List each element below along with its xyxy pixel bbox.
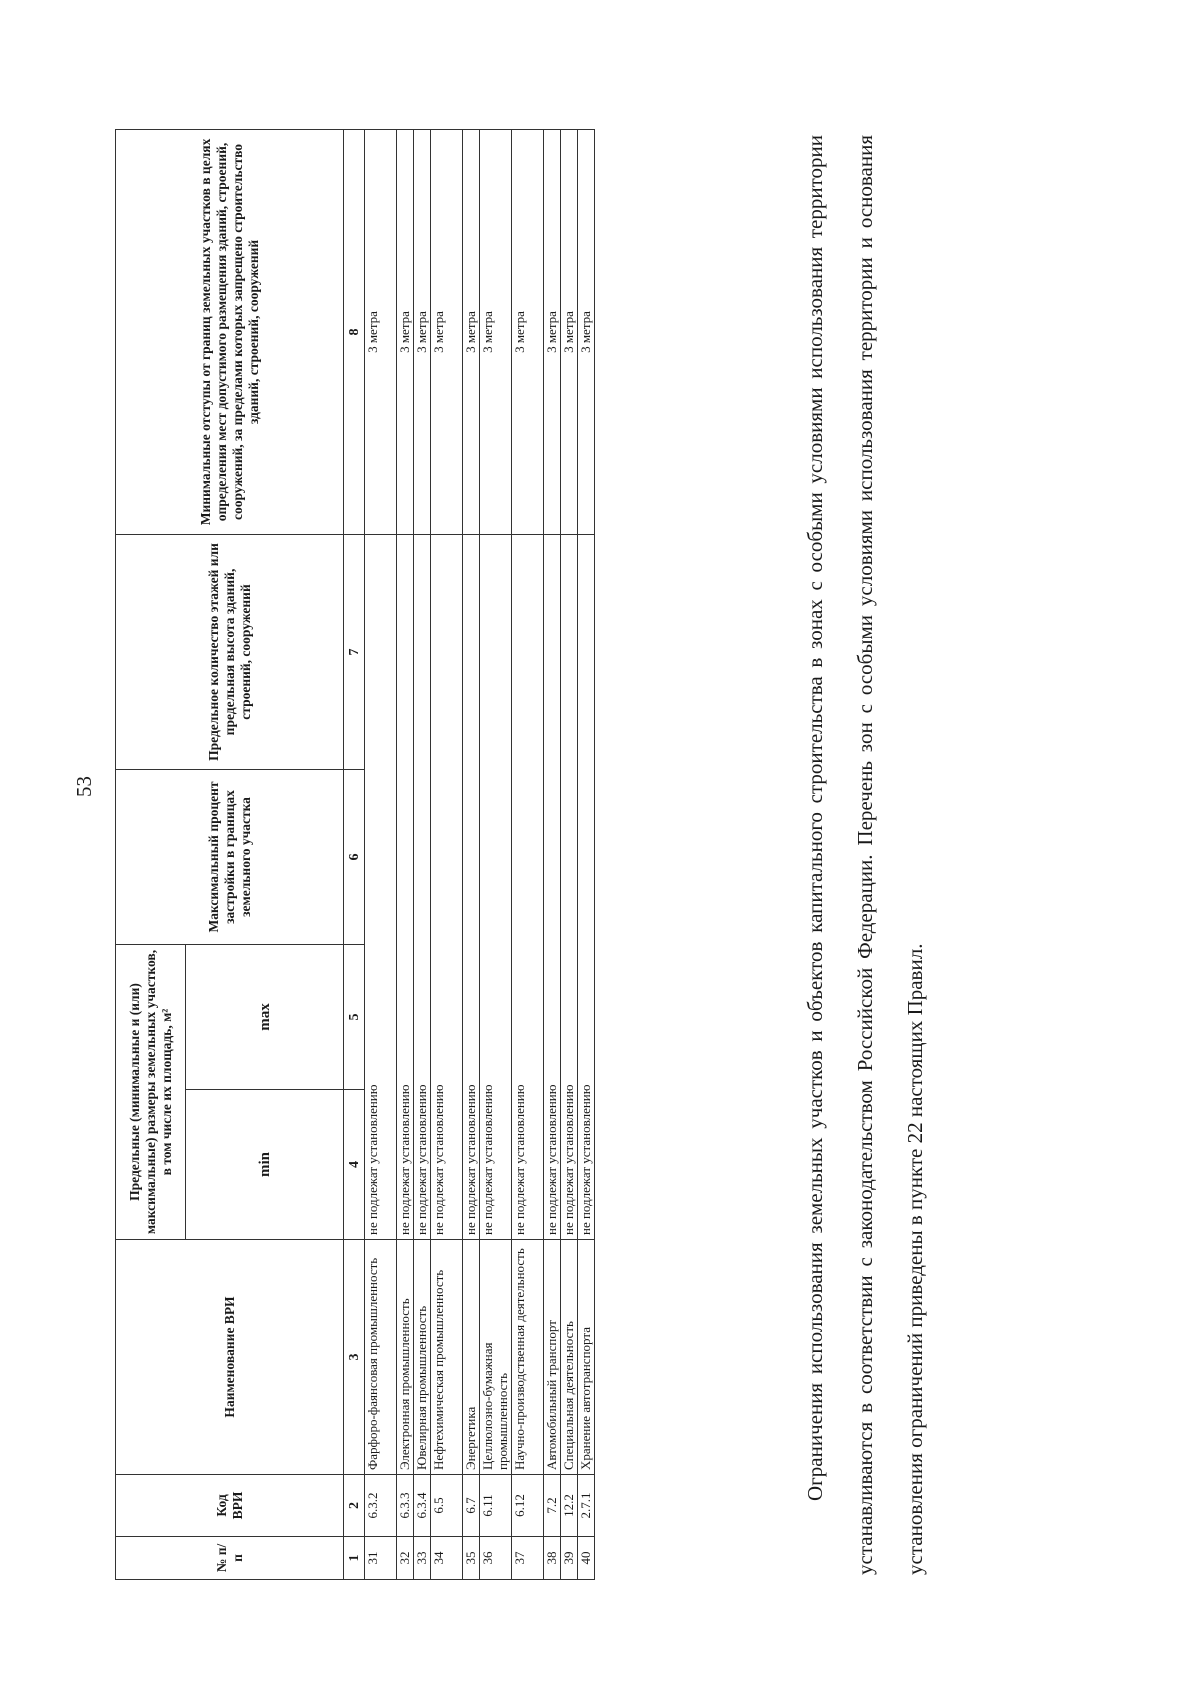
row-name: Фарфоро-фаянсовая промышленность xyxy=(365,1240,397,1475)
row-name: Электронная промышленность xyxy=(397,1240,414,1475)
header-setbacks: Минимальные отступы от границ земельных участков в целях определения мест допустимого размещения зданий, строений, сооружений, за пределами которых запрещено строительство зданий, строений, сооружений xyxy=(116,129,344,534)
table-row xyxy=(365,129,397,1579)
row-setback: 3 метра xyxy=(480,129,512,534)
row-sizes: не подлежат установлению xyxy=(397,534,414,1239)
table-row xyxy=(414,129,431,1579)
row-code: 6.5 xyxy=(431,1475,463,1537)
row-sizes: не подлежат установлению xyxy=(578,534,595,1239)
row-num: 39 xyxy=(561,1537,578,1580)
row-num: 34 xyxy=(431,1537,463,1580)
column-number: 7 xyxy=(344,534,365,769)
table-row xyxy=(480,129,512,1579)
row-setback: 3 метра xyxy=(431,129,463,534)
row-code: 2.7.1 xyxy=(578,1475,595,1537)
row-sizes: не подлежат установлению xyxy=(561,534,578,1239)
row-sizes: не подлежат установлению xyxy=(512,534,544,1239)
row-sizes: не подлежат установлению xyxy=(365,534,397,1239)
table-row xyxy=(544,129,561,1579)
row-name: Ювелирная промышленность xyxy=(414,1240,431,1475)
header-floors: Предельное количество этажей или предельная высота зданий, строений, сооружений xyxy=(116,534,344,769)
row-code: 6.7 xyxy=(463,1475,480,1537)
row-sizes: не подлежат установлению xyxy=(544,534,561,1239)
row-setback: 3 метра xyxy=(414,129,431,534)
row-num: 38 xyxy=(544,1537,561,1580)
row-num: 32 xyxy=(397,1537,414,1580)
header-num: № п/п xyxy=(116,1537,344,1580)
row-code: 6.3.4 xyxy=(414,1475,431,1537)
row-name: Автомобильный транспорт xyxy=(544,1240,561,1475)
header-name: Наименование ВРИ xyxy=(116,1240,344,1475)
row-sizes: не подлежат установлению xyxy=(480,534,512,1239)
row-setback: 3 метра xyxy=(365,129,397,534)
row-code: 7.2 xyxy=(544,1475,561,1537)
row-setback: 3 метра xyxy=(544,129,561,534)
row-code: 6.11 xyxy=(480,1475,512,1537)
row-setback: 3 метра xyxy=(561,129,578,534)
header-max: max xyxy=(186,944,344,1089)
row-name: Энергетика xyxy=(463,1240,480,1475)
row-sizes: не подлежат установлению xyxy=(463,534,480,1239)
row-setback: 3 метра xyxy=(463,129,480,534)
column-number: 2 xyxy=(344,1475,365,1537)
row-code: 6.12 xyxy=(512,1475,544,1537)
page-number: 53 xyxy=(72,776,96,797)
row-num: 31 xyxy=(365,1537,397,1580)
column-number: 3 xyxy=(344,1240,365,1475)
column-number: 4 xyxy=(344,1090,365,1240)
header-min: min xyxy=(186,1090,344,1240)
row-num: 36 xyxy=(480,1537,512,1580)
table-row xyxy=(431,129,463,1579)
column-number: 6 xyxy=(344,769,365,944)
row-setback: 3 метра xyxy=(397,129,414,534)
table-row xyxy=(578,129,595,1579)
header-sizes: Предельные (минимальные и (или) максимальные) размеры земельных участков, в том числе их площадь, м² xyxy=(116,944,186,1239)
row-sizes: не подлежат установлению xyxy=(414,534,431,1239)
restrictions-paragraph xyxy=(790,135,940,1575)
row-name: Хранение автотранспорта xyxy=(578,1240,595,1475)
row-num: 35 xyxy=(463,1537,480,1580)
row-setback: 3 метра xyxy=(512,129,544,534)
row-code: 6.3.2 xyxy=(365,1475,397,1537)
row-name: Целлюлозно-бумажная промышленность xyxy=(480,1240,512,1475)
row-sizes: не подлежат установлению xyxy=(431,534,463,1239)
row-setback: 3 метра xyxy=(578,129,595,534)
row-code: 6.3.3 xyxy=(397,1475,414,1537)
table-row xyxy=(397,129,414,1579)
header-percent: Максимальный процент застройки в границах земельного участка xyxy=(116,769,344,944)
column-number: 1 xyxy=(344,1537,365,1580)
row-num: 33 xyxy=(414,1537,431,1580)
table-row xyxy=(512,129,544,1579)
column-number: 8 xyxy=(344,129,365,534)
row-code: 12.2 xyxy=(561,1475,578,1537)
row-num: 37 xyxy=(512,1537,544,1580)
row-name: Научно-производственная деятельность xyxy=(512,1240,544,1475)
paragraph-text: Ограничения использования земельных участков и объектов капитального строительства в зонах с особыми условиями использования территории устанавливаются в соответствии с законодательством Российской Федерации. Перечень зон с особыми условиями использования территории и основания установления ограничений приведены в пункте 22 настоящих Правил. xyxy=(803,135,927,1575)
table-row xyxy=(561,129,578,1579)
regulations-table xyxy=(115,130,595,1580)
table-row xyxy=(463,129,480,1579)
column-number: 5 xyxy=(344,944,365,1089)
header-code: Код ВРИ xyxy=(116,1475,344,1537)
row-name: Нефтехимическая промышленность xyxy=(431,1240,463,1475)
row-name: Специальная деятельность xyxy=(561,1240,578,1475)
row-num: 40 xyxy=(578,1537,595,1580)
